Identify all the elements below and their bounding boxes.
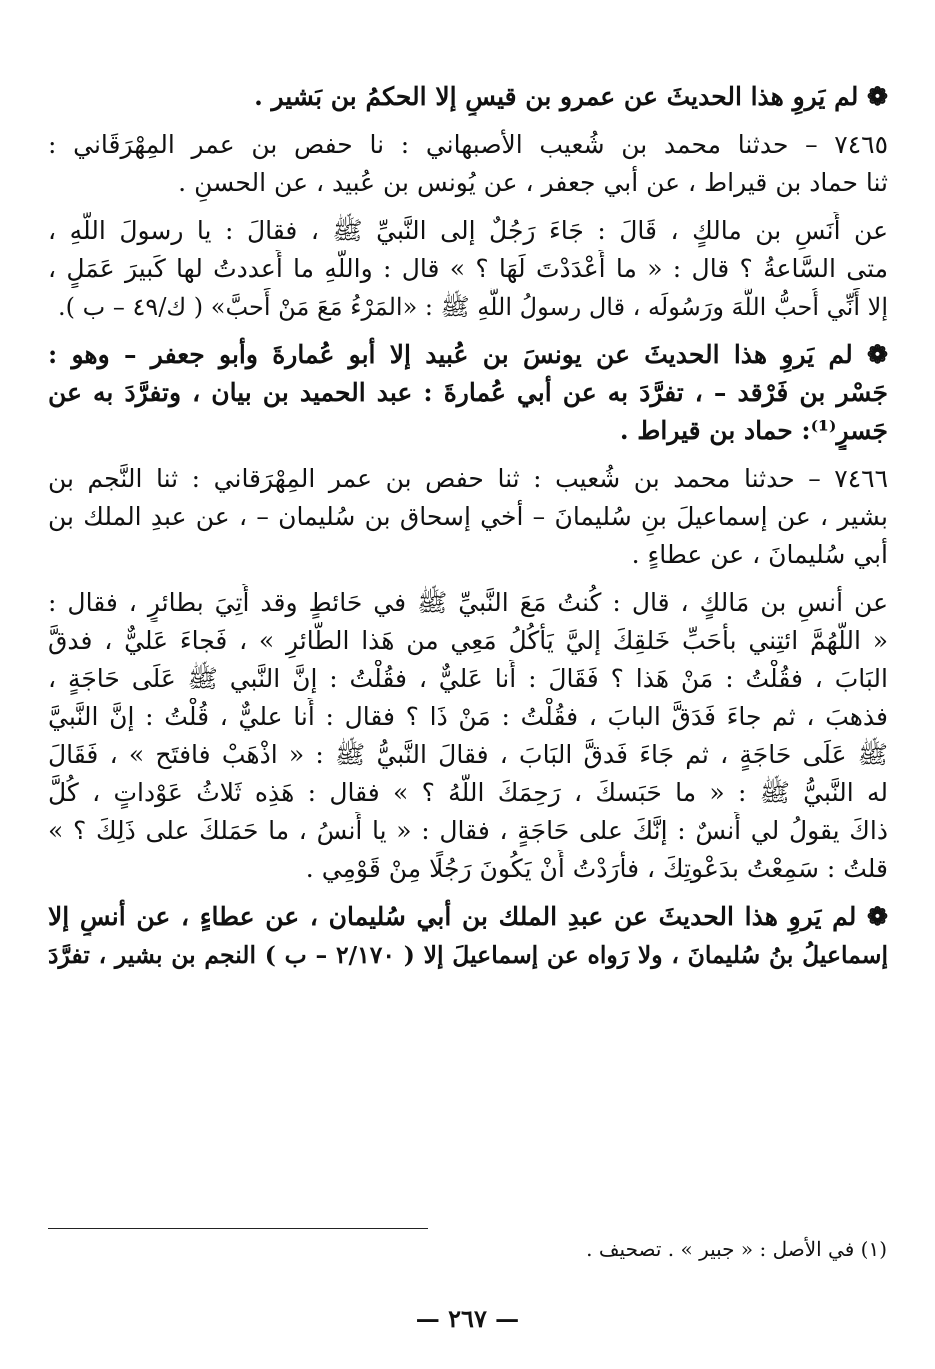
text-line: ❁ لم يَروِ هذا الحديثَ عن عبدِ الملك بن أبي سُليمان ، عن عطاءٍ ، عن أنسٍ إلا bbox=[48, 902, 888, 931]
hadith-isnad-7466 bbox=[48, 460, 888, 574]
text-line: ٧٤٦٥ – حدثنا محمد بن شُعيب الأصبهاني : نا حفص بن عمر المِهْرَقَاني : bbox=[48, 130, 888, 159]
text-line: ❁ لم يَروِ هذا الحديثَ عن يونسَ بن عُبيد إلا أبو عُمارةَ وأبو جعفر – وهو : bbox=[48, 340, 888, 369]
text-line: ذاكَ يقولُ لي أَنسٌ : إنَّكَ على حَاجَةٍ ، فقال : « يا أَنسُ ، ما حَمَلكَ على ذَلِكَ ؟ » bbox=[48, 816, 888, 845]
text-line: له النَّبيُّ ﷺ : « ما حَبَسكَ ، رَحِمَكَ اللَّهُ ؟ » فقال : هَذِه ثَلاثُ عَوْداتٍ ، كُلَّ bbox=[48, 778, 888, 807]
text-line: « اللَّهُمَّ ائتِني بأحَبِّ خَلقِكَ إليَّ يَأْكُلُ مَعِي من هَذا الطَّائرِ » ، فَجاءَ عَليٌّ ، فدقَّ bbox=[48, 626, 888, 655]
text-line: إسماعيلُ بنُ سُليمانَ ، ولا رَواه عن إسماعيلَ إلا ( ٢/١٧٠ – ب ) النجم بن بشير ، تفرَّدَ bbox=[48, 941, 888, 969]
text-line: عن أنسِ بن مَالكٍ ، قال : كُنتُ مَعَ النَّبيِّ ﷺ في حَائطٍ وقد أُتِيَ بطائرٍ ، فقال : bbox=[48, 588, 888, 617]
footnote-rule bbox=[48, 1228, 428, 1229]
text-line: بشير ، عن إسماعيلَ بنِ سُليمانَ – أخي إسحاق بن سُليمان – ، عن عبدِ الملك بن bbox=[48, 502, 888, 531]
text-line: أبي سُليمانَ ، عن عطاءٍ . bbox=[631, 540, 888, 569]
note-paragraph bbox=[48, 78, 888, 116]
hadith-isnad-7465 bbox=[48, 126, 888, 202]
text-line: ٧٤٦٦ – حدثنا محمد بن شُعيب : ثنا حفص بن عمر المِهْرَقاني : ثنا النَّجم بن bbox=[48, 464, 888, 493]
text-line: ثنا حماد بن قيراط ، عن أبي جعفر ، عن يُونس بن عُبيد ، عن الحسنِ . bbox=[178, 168, 888, 197]
hadith-matn-7466 bbox=[48, 584, 888, 888]
text-line: عن أَنَسِ بن مالكٍ ، قَالَ : جَاءَ رَجُلٌ إلى النَّبيِّ ﷺ ، فقالَ : يا رسولَ اللَّهِ ، bbox=[48, 216, 888, 245]
text-line: ❁ لم يَروِ هذا الحديثَ عن عمرو بن قيسٍ إلا الحكمُ بن بَشير . bbox=[254, 82, 888, 111]
text-line: جَسْر بن فَرْقد – ، تفرَّدَ به عن أبي عُمارةَ : عبد الحميد بن بيان ، وتفرَّدَ به عن bbox=[48, 378, 888, 407]
text-line: جَسرٍ⁽¹⁾: حماد بن قيراط . bbox=[619, 416, 888, 445]
footnote: (١) في الأصل : « جبير » . تصحيف . bbox=[586, 1237, 887, 1261]
text-line: فذهبَ ، ثم جاءَ فَدَقَّ البابَ ، فقُلْتُ : مَنْ ذَا ؟ فقال : أَنا عليٌّ ، قُلْتُ : إنَّ النَّبيَّ bbox=[48, 702, 888, 731]
text-line: البَابَ ، فقُلْتُ : مَنْ هَذا ؟ فَقَالَ : أَنا عَليٌّ ، فقُلْتُ : إنَّ النَّبي ﷺ عَلَى حَاجَةٍ ، bbox=[48, 664, 888, 693]
text-line: ﷺ عَلَى حَاجَةٍ ، ثم جَاءَ فَدقَّ البَابَ ، فقالَ النَّبيُّ ﷺ : « اذْهَبْ فافتَح » ، فَقَالَ bbox=[48, 740, 888, 769]
hadith-matn-7465 bbox=[48, 212, 888, 326]
text-line: متى السَّاعةُ ؟ قال : « ما أَعْدَدْتَ لَهَا ؟ » قال : واللَّهِ ما أَعددتُ لها كَبيرَ عَمَلٍ ، bbox=[48, 254, 888, 283]
note-paragraph bbox=[48, 336, 888, 450]
text-line: قلتُ : سَمِعْتُ بدَعْوتِكَ ، فأَرَدْتُ أَنْ يَكُونَ رَجُلًا مِنْ قَوْمِي . bbox=[305, 854, 888, 883]
note-paragraph bbox=[48, 898, 888, 974]
text-line: إلا أَنِّي أُحبُّ اللَّهَ ورَسُولَه ، قال رسولُ اللَّهِ ﷺ : «المَرْءُ مَعَ مَنْ أَحبَّ» ( ك/٤٩ – ب ). bbox=[58, 293, 888, 321]
page-number: — ٢٦٧ — bbox=[415, 1304, 520, 1333]
page-body bbox=[48, 78, 888, 974]
